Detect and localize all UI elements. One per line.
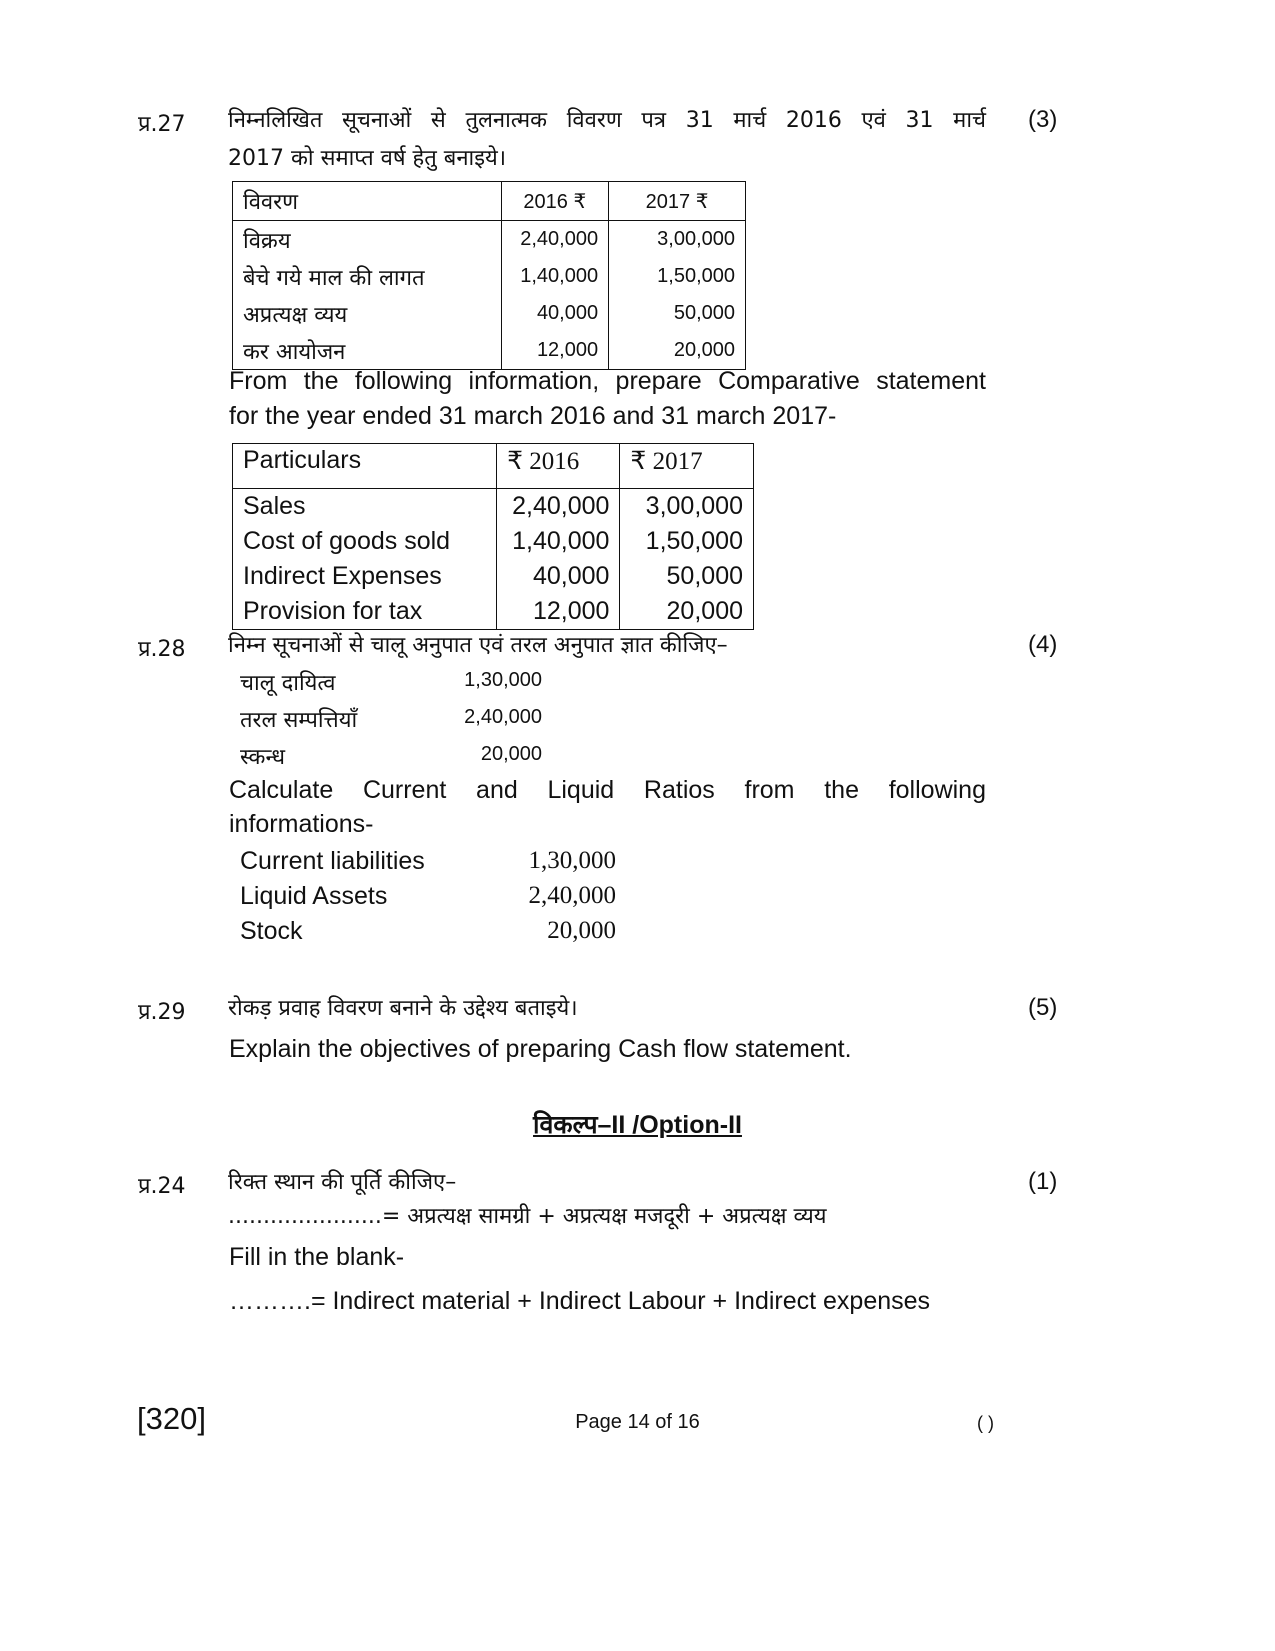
footer-mark: ( ) (977, 1413, 994, 1433)
table-cell: 3,00,000 (609, 221, 746, 259)
item-label: Stock (240, 917, 303, 945)
question-text-hindi: ......................= अप्रत्यक्ष सामग्री + अप्रत्यक्ष मजदूरी + अप्रत्यक्ष व्यय (228, 1204, 827, 1229)
question-text-hindi: रोकड़ प्रवाह विवरण बनाने के उद्देश्य बताइये। (228, 996, 578, 1021)
table-cell: Cost of goods sold (233, 524, 497, 559)
question-text-hindi: रिक्त स्थान की पूर्ति कीजिए– (228, 1170, 457, 1195)
item-value: 1,30,000 (528, 847, 616, 874)
item-value: 20,000 (480, 743, 542, 765)
paper-code: [320] (137, 1401, 206, 1436)
table-row (233, 559, 754, 594)
table-row (233, 332, 746, 370)
table-header-row (233, 444, 754, 489)
question-number: प्र.29 (138, 1000, 186, 1025)
table-cell: Provision for tax (233, 594, 497, 630)
table-cell: 2,40,000 (497, 489, 620, 525)
table-cell: 50,000 (609, 295, 746, 332)
table-cell: 20,000 (620, 594, 754, 630)
question-text-english: for the year ended 31 march 2016 and 31 march 2017- (229, 402, 837, 430)
table-header-cell: 2016 ₹ (501, 182, 609, 221)
item-value: 2,40,000 (528, 882, 616, 909)
table-cell: 1,40,000 (497, 524, 620, 559)
table-header-row (233, 182, 746, 221)
table-row (233, 594, 754, 630)
table-row (233, 258, 746, 295)
table-row (233, 295, 746, 332)
table-cell: 1,40,000 (501, 258, 609, 295)
table-cell: 20,000 (609, 332, 746, 370)
question-text-english: ……….= Indirect material + Indirect Labour + Indirect expenses (229, 1287, 931, 1315)
item-label: Liquid Assets (240, 882, 388, 910)
table-row (233, 489, 754, 525)
item-label: स्कन्ध (240, 745, 286, 770)
table-cell: 12,000 (497, 594, 620, 630)
item-label: तरल सम्पत्तियाँ (240, 708, 358, 733)
table-header-cell: Particulars (233, 444, 497, 489)
table-cell: 12,000 (501, 332, 609, 370)
page-number: Page 14 of 16 (575, 1411, 700, 1433)
question-marks: (5) (1028, 994, 1058, 1021)
english-data-table (232, 443, 754, 630)
item-label: चालू दायित्व (240, 671, 336, 696)
item-value: 20,000 (547, 917, 616, 944)
table-row (233, 221, 746, 259)
question-marks: (1) (1028, 1168, 1058, 1195)
question-text-hindi: निम्न सूचनाओं से चालू अनुपात एवं तरल अनुपात ज्ञात कीजिए– (228, 633, 728, 658)
question-text-english: Calculate Current and Liquid Ratios from the following (229, 776, 986, 804)
table-header-cell: 2017 ₹ (609, 182, 746, 221)
question-marks: (3) (1028, 106, 1058, 133)
table-cell: बेचे गये माल की लागत (233, 258, 502, 295)
question-text-english: informations- (229, 810, 374, 838)
question-text-hindi: 2017 को समाप्त वर्ष हेतु बनाइये। (228, 146, 507, 171)
question-text-hindi: निम्नलिखित सूचनाओं से तुलनात्मक विवरण पत्र 31 मार्च 2016 एवं 31 मार्च (228, 108, 986, 133)
table-cell: 3,00,000 (620, 489, 754, 525)
question-number: प्र.27 (138, 112, 186, 137)
table-header-cell: ₹ 2016 (497, 444, 620, 489)
hindi-data-table (232, 181, 746, 370)
question-text-english: Fill in the blank- (229, 1243, 405, 1271)
table-cell: कर आयोजन (233, 332, 502, 370)
table-cell: विक्रय (233, 221, 502, 259)
table-cell: अप्रत्यक्ष व्यय (233, 295, 502, 332)
table-row (233, 524, 754, 559)
table-cell: Sales (233, 489, 497, 525)
item-label: Current liabilities (240, 847, 425, 875)
table-cell: 50,000 (620, 559, 754, 594)
question-number: प्र.28 (138, 637, 186, 662)
section-heading: विकल्प–II /Option-II (533, 1111, 742, 1139)
question-marks: (4) (1028, 631, 1058, 658)
table-cell: Indirect Expenses (233, 559, 497, 594)
table-header-cell: विवरण (233, 182, 502, 221)
table-cell: 40,000 (497, 559, 620, 594)
table-header-cell: ₹ 2017 (620, 444, 754, 489)
table-cell: 1,50,000 (609, 258, 746, 295)
item-value: 1,30,000 (464, 669, 542, 691)
table-cell: 1,50,000 (620, 524, 754, 559)
table-cell: 40,000 (501, 295, 609, 332)
table-cell: 2,40,000 (501, 221, 609, 259)
item-value: 2,40,000 (464, 706, 542, 728)
question-number: प्र.24 (138, 1174, 186, 1199)
question-text-english: From the following information, prepare Comparative statement (229, 367, 986, 395)
question-text-english: Explain the objectives of preparing Cash flow statement. (229, 1035, 852, 1063)
